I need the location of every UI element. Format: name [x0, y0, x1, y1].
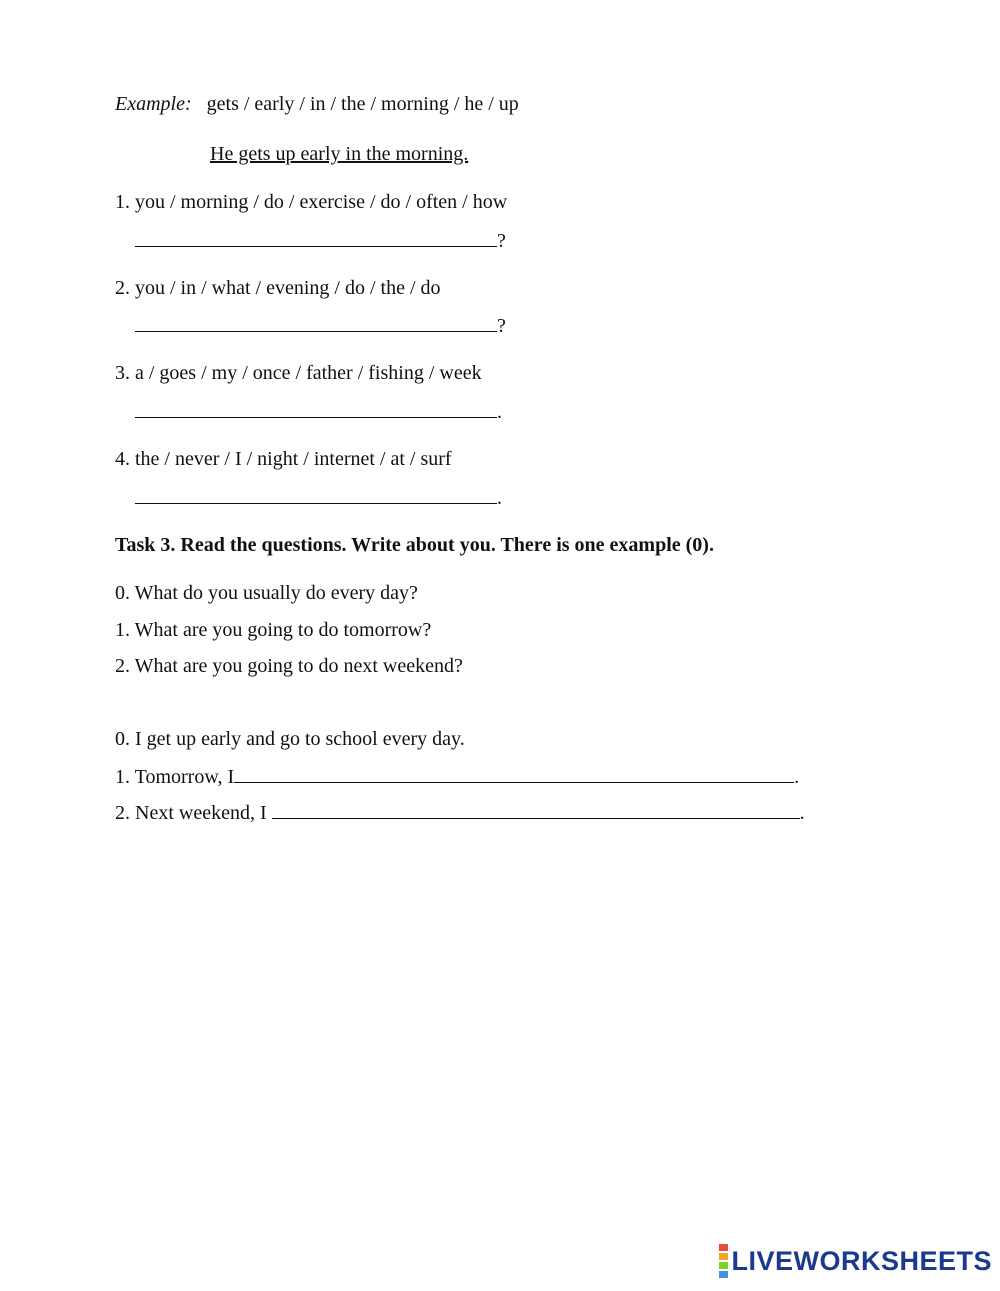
task2-item-2-answer: [135, 313, 506, 338]
logo-block: [719, 1244, 728, 1251]
answer-prefix: 2. Next weekend, I: [115, 802, 272, 824]
example-line: [115, 92, 519, 116]
answer-end: .: [497, 401, 502, 423]
task2-item-2: [115, 276, 441, 300]
answer-blank[interactable]: [135, 399, 497, 418]
task2-item-3-answer: [135, 399, 502, 424]
task2-item-words: 1. you / morning / do / exercise / do / often / how: [115, 191, 508, 213]
task3-question-1: 1. What are you going to do tomorrow?: [115, 619, 432, 641]
tomorrow-answer-field[interactable]: [234, 764, 794, 783]
answer-blank[interactable]: [135, 228, 497, 247]
task2-item-4: [115, 447, 452, 471]
answer-blank[interactable]: [135, 485, 497, 504]
answer-end: ?: [497, 230, 506, 252]
example-answer: He gets up early in the morning.: [210, 143, 469, 165]
task2-item-1-answer: [135, 228, 506, 253]
task2-item-3: [115, 361, 482, 385]
answer-blank[interactable]: [135, 313, 497, 332]
task2-item-words: 2. you / in / what / evening / do / the / do: [115, 277, 441, 299]
liveworksheets-logo: [719, 1243, 992, 1279]
answer-end: .: [497, 487, 502, 509]
task3-answer-1: [115, 764, 799, 789]
logo-block: [719, 1262, 728, 1269]
task3-title: Task 3. Read the questions. Write about you. There is one example (0).: [115, 534, 714, 556]
logo-block: [719, 1271, 728, 1278]
task3-question-0: 0. What do you usually do every day?: [115, 582, 418, 604]
next-weekend-answer-field[interactable]: [272, 800, 800, 819]
task2-item-4-answer: [135, 485, 502, 510]
answer-end: ?: [497, 315, 506, 337]
logo-text: LIVEWORKSHEETS: [731, 1245, 992, 1276]
logo-blocks-icon: [719, 1243, 728, 1279]
task3-example-answer: 0. I get up early and go to school every day.: [115, 728, 465, 750]
answer-end: .: [794, 766, 800, 788]
example-label: Example:: [115, 93, 192, 115]
example-answer-line: [210, 142, 468, 166]
task3-answer-2: [115, 800, 805, 825]
example-words: gets / early / in / the / morning / he / up: [206, 93, 519, 115]
task2-item-1: [115, 190, 507, 214]
task2-item-words: 3. a / goes / my / once / father / fishing / week: [115, 362, 482, 384]
task3-question-2: 2. What are you going to do next weekend?: [115, 655, 463, 677]
logo-block: [719, 1253, 728, 1260]
answer-end: .: [799, 802, 805, 824]
answer-prefix: 1. Tomorrow, I: [115, 766, 235, 788]
task2-item-words: 4. the / never / I / night / internet / at / surf: [115, 448, 452, 470]
